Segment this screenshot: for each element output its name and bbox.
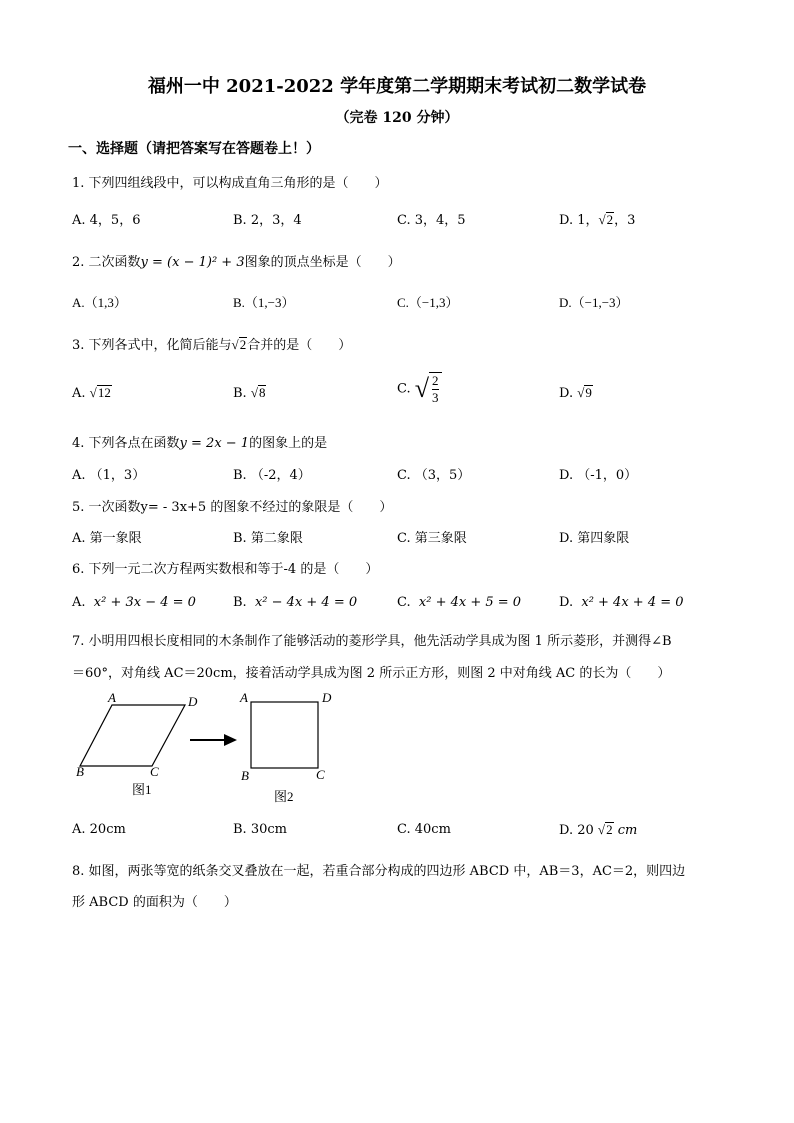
- arrow-right-icon: [224, 734, 237, 746]
- q1-option-d-suffix: ，3: [614, 213, 636, 228]
- q2-stem-suffix: 图象的顶点坐标是（ ）: [244, 255, 401, 270]
- q4-option-d: D. （-1，0）: [559, 468, 638, 483]
- q6-option-b-equation: x² − 4x + 4 = 0: [254, 595, 358, 610]
- fig2-vertex-d: D: [322, 690, 332, 705]
- q4-option-a: A. （1，3）: [72, 468, 146, 483]
- exam-title: 福州一中 2021-2022 学年度第二学期期末考试初二数学试卷: [147, 76, 647, 97]
- question-8-line-1: 8. 如图，两张等宽的纸条交叉叠放在一起，若重合部分构成的四边形 ABCD 中，AB＝3，AC＝2，则四边: [72, 864, 686, 879]
- q2-stem-prefix: 2. 二次函数: [72, 255, 141, 270]
- q5-option-c: C. 第三象限: [397, 531, 467, 546]
- q3-option-a-label: A.: [72, 386, 86, 401]
- question-1-stem: 1. 下列四组线段中，可以构成直角三角形的是（ ）: [72, 176, 388, 191]
- question-8-line-2: 形 ABCD 的面积为（ ）: [72, 895, 237, 910]
- fig2-vertex-a: A: [240, 690, 248, 705]
- q7-option-d-prefix: D. 20: [559, 823, 594, 838]
- fig2-caption: 图2: [274, 789, 294, 804]
- fig1-vertex-d: D: [188, 694, 198, 709]
- q3-option-d-label: D.: [559, 386, 574, 401]
- q6-option-b: [233, 595, 357, 610]
- q7-option-d-radicand: 2: [606, 822, 613, 837]
- q6-option-c-label: C.: [397, 595, 411, 610]
- q3-option-b-label: B.: [233, 386, 247, 401]
- question-2-stem: [72, 251, 401, 270]
- section-heading: 一、选择题（请把答案写在答题卷上！）: [68, 141, 320, 157]
- question-4-stem: [72, 432, 327, 451]
- q3-option-d: D. √9: [559, 385, 592, 401]
- question-3-stem: 3. 下列各式中，化简后能与√2合并的是（ ）: [72, 337, 352, 353]
- q1-option-d-radicand: 2: [606, 212, 614, 227]
- q3-option-b-radicand: 8: [258, 385, 266, 400]
- q3-option-c-label: C.: [397, 381, 411, 397]
- fig1-vertex-b: B: [76, 764, 84, 779]
- q6-option-b-label: B.: [233, 595, 247, 610]
- q3-stem-suffix: 合并的是（ ）: [247, 338, 352, 353]
- q5-option-b: B. 第二象限: [233, 531, 303, 546]
- q7-option-a: A. 20cm: [72, 822, 126, 837]
- question-6-stem: 6. 下列一元二次方程两实数根和等于-4 的是（ ）: [72, 562, 379, 577]
- q4-stem-suffix: 的图象上的是: [249, 436, 328, 451]
- q2-option-c: C.（−1,3）: [397, 295, 459, 310]
- q6-option-d: [559, 595, 684, 610]
- q2-function-expression: y = (x − 1)² + 3: [140, 255, 245, 270]
- q3-stem-prefix: 3. 下列各式中，化简后能与: [72, 338, 232, 353]
- q3-option-c-numerator: 2: [432, 373, 439, 388]
- q5-option-d: D. 第四象限: [559, 531, 630, 546]
- q7-option-c: C. 40cm: [397, 822, 451, 837]
- fig1-caption: 图1: [132, 782, 152, 797]
- q1-option-c: C. 3，4，5: [397, 213, 466, 228]
- question-7-line-2: ＝60°，对角线 AC＝20cm，接着活动学具成为图 2 所示正方形，则图 2 中对角线 AC 的长为（ ）: [72, 666, 671, 681]
- q7-option-d-unit: cm: [617, 823, 638, 838]
- q6-option-a: [72, 595, 196, 610]
- q4-stem-prefix: 4. 下列各点在函数: [72, 436, 180, 451]
- q3-option-d-radicand: 9: [585, 385, 592, 400]
- fig2-vertex-c: C: [316, 767, 325, 782]
- q6-option-d-label: D.: [559, 595, 574, 610]
- question-7-line-1: 7. 小明用四根长度相同的木条制作了能够活动的菱形学具，他先活动学具成为图 1 所示菱形，并测得∠B: [72, 634, 672, 649]
- fig2-vertex-b: B: [241, 768, 249, 783]
- q3-option-a: A. √12: [72, 385, 111, 401]
- exam-duration: （完卷 120 分钟）: [335, 110, 459, 126]
- rhombus-figure-1: [80, 705, 185, 766]
- q7-option-d: D. 20 √2 cm: [559, 822, 638, 838]
- q6-option-d-equation: x² + 4x + 4 = 0: [581, 595, 684, 610]
- fig1-vertex-c: C: [150, 764, 159, 779]
- q1-option-d: D. 1，√2，3: [559, 212, 636, 228]
- q2-option-b: B.（1,−3）: [233, 295, 295, 310]
- q4-option-c: C. （3，5）: [397, 468, 471, 483]
- q6-option-a-equation: x² + 3x − 4 = 0: [93, 595, 196, 610]
- square-figure-2: [251, 702, 318, 768]
- question-5-stem: 5. 一次函数y= - 3x+5 的图象不经过的象限是（ ）: [72, 500, 393, 515]
- q4-option-b: B. （-2，4）: [233, 468, 311, 483]
- q4-function-expression: y = 2x − 1: [179, 436, 250, 451]
- q3-option-c: C. √ $\frac{2}{3}$: [397, 372, 442, 406]
- q2-option-d: D.（−1,−3）: [559, 295, 629, 310]
- fig1-vertex-a: A: [108, 690, 116, 705]
- q1-option-a: A. 4，5，6: [72, 213, 141, 228]
- q7-figures: [60, 688, 380, 810]
- q7-option-b: B. 30cm: [233, 822, 287, 837]
- q1-option-b: B. 2，3，4: [233, 213, 302, 228]
- q1-option-d-prefix: D. 1，: [559, 213, 599, 228]
- q3-option-c-denominator: 3: [432, 390, 439, 405]
- q5-option-a: A. 第一象限: [72, 531, 142, 546]
- q2-option-a: A.（1,3）: [72, 295, 127, 310]
- q3-option-b: B. √8: [233, 385, 266, 401]
- q6-option-a-label: A.: [72, 595, 86, 610]
- q6-option-c-equation: x² + 4x + 5 = 0: [418, 595, 522, 610]
- q3-stem-radicand: 2: [239, 337, 247, 352]
- q6-option-c: [397, 595, 521, 610]
- q3-option-a-radicand: 12: [97, 385, 111, 400]
